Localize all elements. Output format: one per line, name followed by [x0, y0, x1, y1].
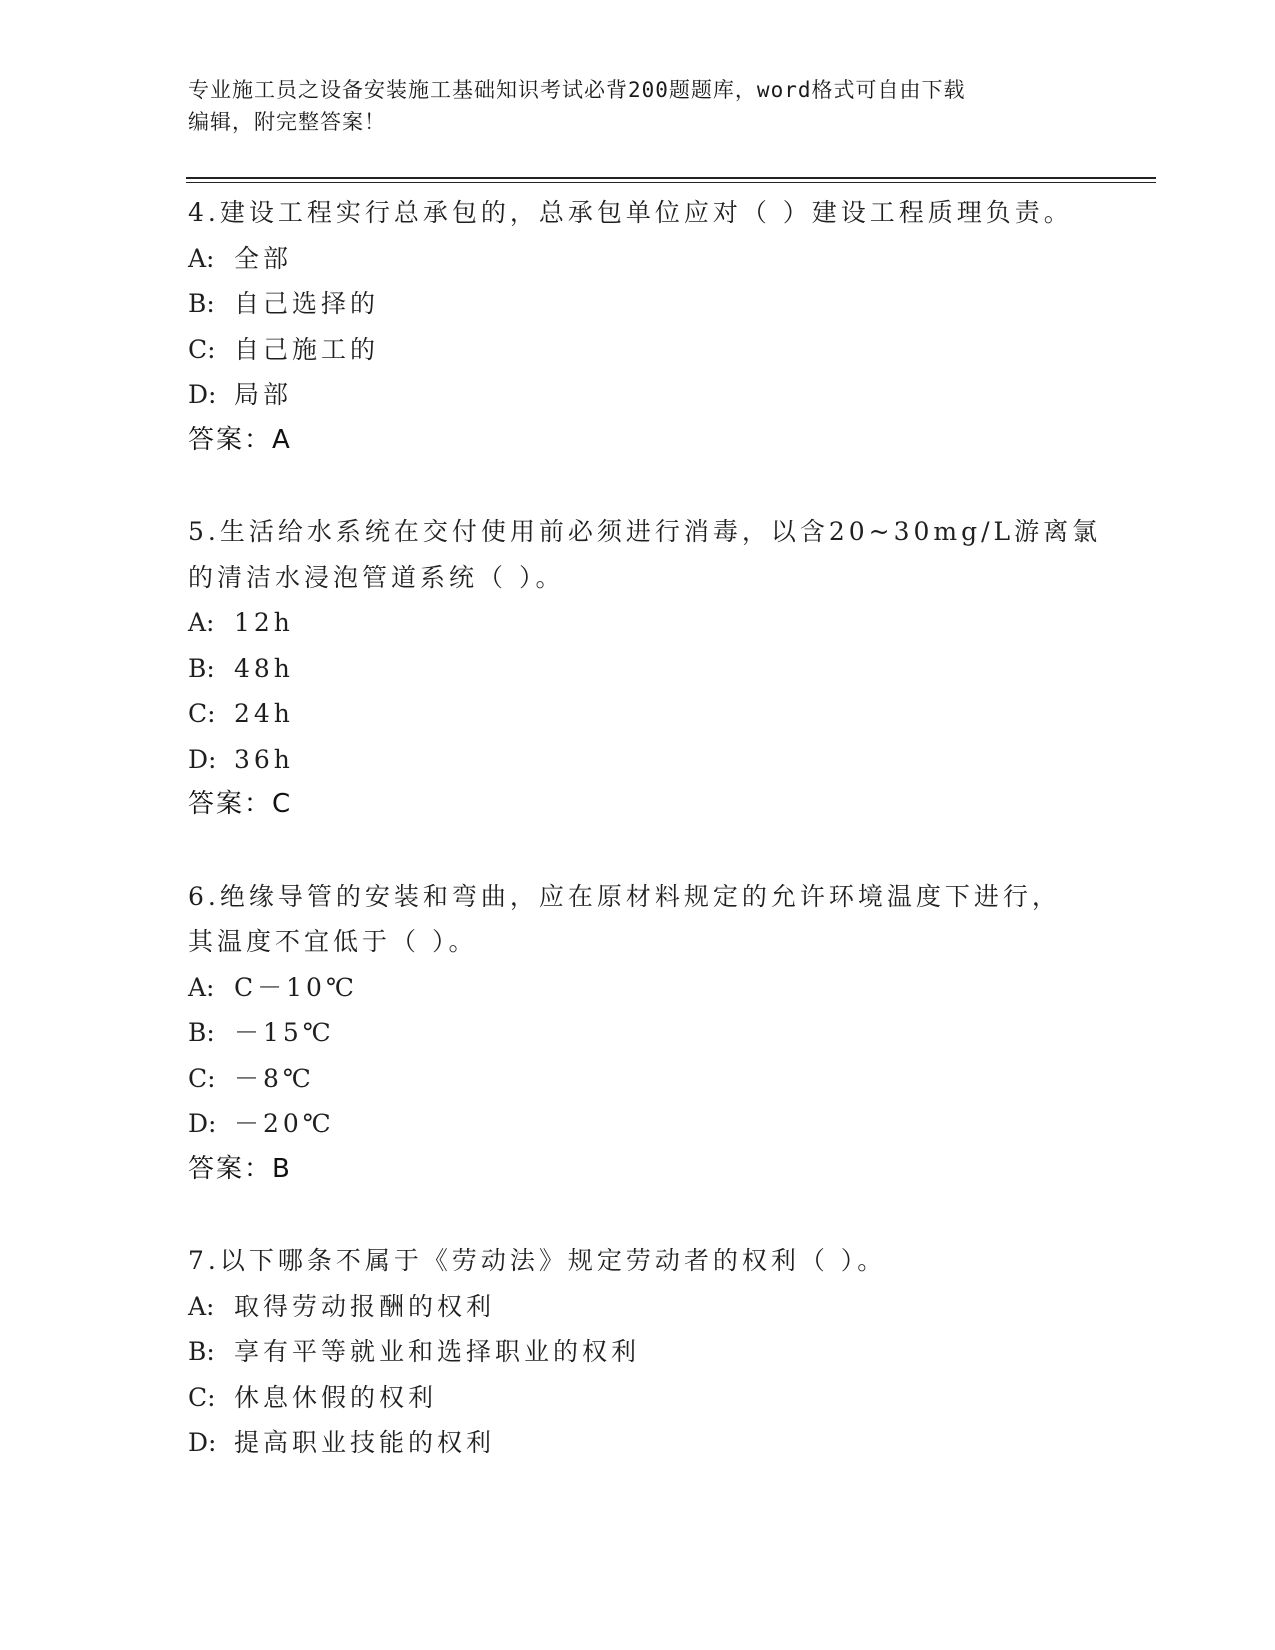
option-text: 全部: [234, 243, 293, 273]
option-d: [188, 1420, 1088, 1466]
option-label: C:: [188, 1382, 216, 1412]
option-text: 自己施工的: [234, 334, 380, 364]
question-item: [188, 1238, 1088, 1466]
option-label: D:: [188, 744, 217, 774]
header-divider-thin: [186, 182, 1156, 183]
option-b: [188, 281, 1088, 327]
question-text: 4.建设工程实行总承包的，总承包单位应对（ ）建设工程质理负责。: [188, 198, 1073, 227]
option-text: 休息休假的权利: [234, 1382, 438, 1412]
answer-text: 答案：B: [188, 1153, 292, 1184]
question-item: [188, 509, 1102, 828]
option-label: A:: [188, 972, 215, 1002]
question-text: 5.生活给水系统在交付使用前必须进行消毒，以含20~30mg/L游离氯: [188, 517, 1102, 546]
option-c: [188, 691, 1088, 737]
header-line-2: 编辑，附完整答案！: [188, 110, 386, 134]
option-text: －20℃: [234, 1109, 335, 1138]
option-d: [188, 372, 1088, 418]
option-text: 自己选择的: [234, 289, 380, 318]
question-item: [188, 190, 1088, 463]
option-text: －15℃: [234, 1018, 335, 1047]
option-b: [188, 646, 1088, 692]
option-label: C:: [188, 699, 216, 728]
header-divider-thick: [186, 177, 1156, 179]
option-c: [188, 1375, 1088, 1421]
answer-text: 答案：C: [188, 789, 293, 819]
option-text: 局部: [234, 380, 293, 409]
option-text: 取得劳动报酬的权利: [234, 1291, 496, 1321]
option-a: [188, 236, 1088, 282]
answer-text: 答案：A: [188, 424, 292, 455]
option-label: B:: [188, 1337, 215, 1366]
option-text: 提高职业技能的权利: [234, 1428, 496, 1457]
option-text: C－10℃: [234, 972, 358, 1002]
option-label: C:: [188, 334, 216, 364]
option-text: 24h: [234, 699, 294, 728]
option-label: B:: [188, 289, 215, 318]
question-item: [188, 874, 1088, 1193]
option-a: [188, 1284, 1088, 1330]
spacer: [188, 463, 1088, 509]
option-label: A:: [188, 243, 215, 273]
option-text: 12h: [234, 608, 294, 637]
option-c: [188, 1056, 1088, 1102]
option-label: A:: [188, 1291, 215, 1321]
question-list: [188, 190, 1102, 1466]
option-a: [188, 965, 1088, 1011]
option-label: D:: [188, 1428, 217, 1457]
option-label: D:: [188, 380, 217, 409]
option-d: [188, 737, 1088, 783]
option-b: [188, 1329, 1088, 1375]
option-text: －8℃: [234, 1063, 315, 1093]
question-text: 6.绝缘导管的安装和弯曲，应在原材料规定的允许环境温度下进行，: [188, 881, 1061, 911]
option-text: 享有平等就业和选择职业的权利: [234, 1337, 641, 1366]
document-header: [188, 74, 1068, 138]
option-label: B:: [188, 1018, 215, 1047]
question-text: 的清洁水浸泡管道系统（ ）。: [188, 562, 565, 592]
header-line-1: 专业施工员之设备安装施工基础知识考试必背200题题库，word格式可自由下载: [188, 78, 966, 102]
option-c: [188, 327, 1088, 373]
option-text: 36h: [234, 744, 294, 774]
option-text: 48h: [234, 653, 294, 683]
question-text: 其温度不宜低于（ ）。: [188, 927, 478, 956]
option-a: [188, 600, 1088, 646]
option-b: [188, 1010, 1088, 1056]
question-text: 7.以下哪条不属于《劳动法》规定劳动者的权利（ ）。: [188, 1246, 887, 1275]
option-label: D:: [188, 1109, 217, 1138]
option-d: [188, 1101, 1088, 1147]
option-label: B:: [188, 653, 215, 683]
spacer: [188, 1192, 1088, 1238]
option-label: C:: [188, 1063, 216, 1093]
option-label: A:: [188, 608, 215, 637]
spacer: [188, 828, 1088, 874]
